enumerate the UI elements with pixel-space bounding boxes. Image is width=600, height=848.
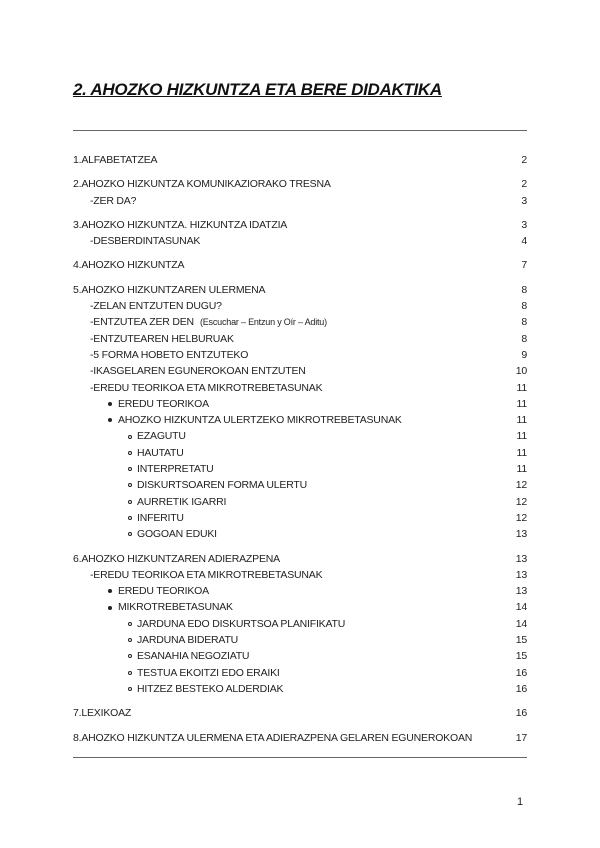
toc-page-number: 13	[515, 528, 527, 541]
circle-bullet-icon	[128, 671, 132, 675]
toc-entry[interactable]	[73, 233, 527, 249]
toc-entry-label-wrap	[73, 176, 331, 192]
bullet-icon	[108, 589, 112, 593]
toc-entry[interactable]	[73, 705, 527, 721]
toc-entry-label-wrap	[73, 494, 226, 510]
toc-entry[interactable]	[73, 665, 527, 681]
toc-entry[interactable]	[73, 298, 527, 314]
toc-entry-label-wrap	[73, 331, 234, 347]
toc-entry-label: JARDUNA BIDERATU	[137, 634, 239, 647]
toc-entry-label: -ZELAN ENTZUTEN DUGU?	[90, 300, 222, 313]
table-of-contents	[73, 152, 527, 754]
toc-entry[interactable]	[73, 461, 527, 477]
toc-entry-label: HITZEZ BESTEKO ALDERDIAK	[137, 682, 284, 695]
toc-entry-label-wrap	[73, 730, 472, 746]
toc-entry-label: GOGOAN EDUKI	[137, 528, 217, 541]
toc-entry-label-wrap	[73, 428, 186, 444]
toc-entry[interactable]	[73, 477, 527, 493]
toc-entry-label: TESTUA EKOITZI EDO ERAIKI	[137, 666, 280, 679]
bullet-icon	[108, 606, 112, 610]
toc-entry-label: 6.AHOZKO HIZKUNTZAREN ADIERAZPENA	[73, 552, 280, 565]
toc-entry[interactable]	[73, 152, 527, 168]
toc-entry-label: -IKASGELAREN EGUNEROKOAN ENTZUTEN	[90, 365, 306, 378]
top-divider	[73, 130, 527, 131]
toc-entry-note: (Escuchar – Entzun y Oír – Aditu)	[199, 317, 327, 328]
toc-entry-label-wrap	[73, 347, 248, 363]
toc-entry[interactable]	[73, 551, 527, 567]
toc-page-number: 11	[516, 414, 527, 427]
toc-page-number: 17	[515, 731, 527, 744]
toc-entry-label-wrap	[73, 445, 184, 461]
toc-entry-label-wrap	[73, 461, 214, 477]
page-title: 2. AHOZKO HIZKUNTZA ETA BERE DIDAKTIKA	[73, 80, 442, 99]
toc-entry[interactable]	[73, 257, 527, 273]
toc-page-number: 13	[515, 552, 527, 565]
toc-entry-label-wrap	[73, 681, 283, 697]
toc-page-number: 8	[521, 283, 527, 296]
toc-page-number: 11	[516, 463, 527, 476]
toc-entry[interactable]	[73, 730, 527, 746]
toc-entry[interactable]	[73, 583, 527, 599]
toc-page-number: 3	[521, 218, 527, 231]
toc-entry-label: -DESBERDINTASUNAK	[90, 235, 201, 248]
toc-section	[73, 217, 527, 250]
toc-page-number: 16	[515, 666, 527, 679]
circle-bullet-icon	[128, 435, 132, 439]
toc-entry[interactable]	[73, 616, 527, 632]
toc-page-number: 16	[515, 707, 527, 720]
toc-page-number: 4	[521, 235, 527, 248]
toc-entry-label-wrap	[73, 193, 136, 209]
toc-page-number: 15	[515, 634, 527, 647]
toc-page-number: 11	[516, 430, 527, 443]
toc-entry[interactable]	[73, 599, 527, 615]
toc-section	[73, 176, 527, 209]
toc-page-number: 13	[515, 568, 527, 581]
toc-section	[73, 730, 527, 746]
circle-bullet-icon	[128, 532, 132, 536]
toc-entry-label-wrap	[73, 648, 249, 664]
toc-page-number: 12	[515, 511, 527, 524]
bullet-icon	[108, 418, 112, 422]
toc-entry-label: HAUTATU	[137, 446, 184, 459]
toc-entry-label-wrap	[73, 298, 222, 314]
toc-page-number: 8	[521, 332, 527, 345]
circle-bullet-icon	[128, 654, 132, 658]
toc-page-number: 11	[516, 381, 527, 394]
circle-bullet-icon	[128, 451, 132, 455]
toc-entry-label-wrap	[73, 152, 157, 168]
toc-page-number: 14	[515, 601, 527, 614]
toc-page-number: 11	[516, 446, 527, 459]
toc-entry[interactable]	[73, 632, 527, 648]
toc-entry-label-wrap	[73, 314, 327, 330]
toc-entry-label: -EREDU TEORIKOA ETA MIKROTREBETASUNAK	[90, 381, 323, 394]
toc-entry-label: AURRETIK IGARRI	[137, 495, 227, 508]
toc-entry-label-wrap	[73, 282, 265, 298]
toc-entry[interactable]	[73, 412, 527, 428]
toc-entry[interactable]	[73, 331, 527, 347]
toc-entry-label: -ZER DA?	[90, 194, 137, 207]
toc-entry-label-wrap	[73, 567, 322, 583]
toc-entry-label-wrap	[73, 412, 402, 428]
toc-page-number: 8	[521, 300, 527, 313]
toc-entry-label: -EREDU TEORIKOA ETA MIKROTREBETASUNAK	[90, 568, 323, 581]
toc-page-number: 12	[515, 479, 527, 492]
toc-page-number: 13	[515, 585, 527, 598]
toc-entry-label: EREDU TEORIKOA	[118, 397, 209, 410]
toc-entry-label-wrap	[73, 257, 184, 273]
toc-entry-label-wrap	[73, 363, 306, 379]
toc-entry-label-wrap	[73, 632, 238, 648]
toc-entry-label: INFERITU	[137, 511, 184, 524]
toc-page-number: 10	[515, 365, 527, 378]
toc-entry-label: 5.AHOZKO HIZKUNTZAREN ULERMENA	[73, 283, 266, 296]
toc-entry[interactable]	[73, 526, 527, 542]
toc-entry[interactable]	[73, 193, 527, 209]
toc-entry-label-wrap	[73, 217, 287, 233]
toc-entry-label: -ENTZUTEAREN HELBURUAK	[90, 332, 234, 345]
toc-entry-label: -ENTZUTEA ZER DEN	[90, 316, 194, 329]
toc-page-number: 2	[521, 178, 527, 191]
toc-entry[interactable]	[73, 363, 527, 379]
toc-entry-label: -5 FORMA HOBETO ENTZUTEKO	[90, 348, 249, 361]
toc-section	[73, 282, 527, 543]
toc-entry-label-wrap	[73, 665, 280, 681]
toc-page-number: 9	[521, 348, 527, 361]
toc-entry-label: AHOZKO HIZKUNTZA ULERTZEKO MIKROTREBETASUNAK	[118, 414, 402, 427]
toc-entry-label: MIKROTREBETASUNAK	[118, 601, 233, 614]
toc-page-number: 8	[521, 316, 527, 329]
toc-entry-label-wrap	[73, 477, 307, 493]
toc-entry[interactable]	[73, 347, 527, 363]
toc-entry[interactable]	[73, 176, 527, 192]
toc-entry[interactable]	[73, 648, 527, 664]
circle-bullet-icon	[128, 483, 132, 487]
toc-entry[interactable]	[73, 567, 527, 583]
toc-entry-label: 2.AHOZKO HIZKUNTZA KOMUNIKAZIORAKO TRESNA	[73, 178, 331, 191]
circle-bullet-icon	[128, 500, 132, 504]
toc-entry-label-wrap	[73, 616, 345, 632]
toc-section	[73, 152, 527, 168]
toc-entry-label: 7.LEXIKOAZ	[73, 707, 132, 720]
toc-entry-label: 8.AHOZKO HIZKUNTZA ULERMENA ETA ADIERAZPENA GELAREN EGUNEROKOAN	[73, 731, 473, 744]
toc-entry-label: ESANAHIA NEGOZIATU	[137, 650, 250, 663]
toc-entry-label: JARDUNA EDO DISKURTSOA PLANIFIKATU	[137, 617, 346, 630]
toc-entry-label: INTERPRETATU	[137, 463, 214, 476]
toc-entry-label-wrap	[73, 705, 131, 721]
toc-entry-label: 3.AHOZKO HIZKUNTZA. HIZKUNTZA IDATZIA	[73, 218, 288, 231]
circle-bullet-icon	[128, 467, 132, 471]
toc-entry[interactable]	[73, 681, 527, 697]
toc-section	[73, 705, 527, 721]
page-number: 1	[517, 796, 524, 808]
toc-entry-label-wrap	[73, 510, 184, 526]
toc-entry-label-wrap	[73, 583, 209, 599]
bottom-divider	[73, 757, 527, 758]
toc-entry-label: DISKURTSOAREN FORMA ULERTU	[137, 479, 308, 492]
toc-entry-label: 4.AHOZKO HIZKUNTZA	[73, 259, 185, 272]
toc-page-number: 3	[521, 194, 527, 207]
toc-section	[73, 551, 527, 698]
toc-entry-label-wrap	[73, 599, 233, 615]
toc-entry-label-wrap	[73, 396, 209, 412]
toc-entry-label: EZAGUTU	[137, 430, 186, 443]
toc-entry[interactable]	[73, 314, 527, 330]
bullet-icon	[108, 402, 112, 406]
toc-entry[interactable]	[73, 494, 527, 510]
toc-page-number: 15	[515, 650, 527, 663]
toc-entry-label-wrap	[73, 551, 280, 567]
toc-page-number: 14	[515, 617, 527, 630]
toc-entry[interactable]	[73, 510, 527, 526]
toc-entry-label-wrap	[73, 526, 217, 542]
toc-section	[73, 257, 527, 273]
toc-entry-label: EREDU TEORIKOA	[118, 585, 209, 598]
toc-entry-label: 1.ALFABETATZEA	[73, 154, 158, 166]
circle-bullet-icon	[128, 516, 132, 520]
circle-bullet-icon	[128, 622, 132, 626]
toc-page-number: 12	[515, 495, 527, 508]
toc-page-number: 11	[516, 397, 527, 410]
circle-bullet-icon	[128, 687, 132, 691]
toc-page-number: 2	[521, 154, 527, 166]
toc-entry[interactable]	[73, 380, 527, 396]
toc-entry[interactable]	[73, 445, 527, 461]
toc-entry-label-wrap	[73, 233, 200, 249]
toc-entry-label-wrap	[73, 380, 322, 396]
toc-entry[interactable]	[73, 428, 527, 444]
toc-page-number: 7	[521, 259, 527, 272]
toc-entry[interactable]	[73, 396, 527, 412]
toc-page-number: 16	[515, 682, 527, 695]
toc-entry[interactable]	[73, 217, 527, 233]
circle-bullet-icon	[128, 638, 132, 642]
toc-entry[interactable]	[73, 282, 527, 298]
